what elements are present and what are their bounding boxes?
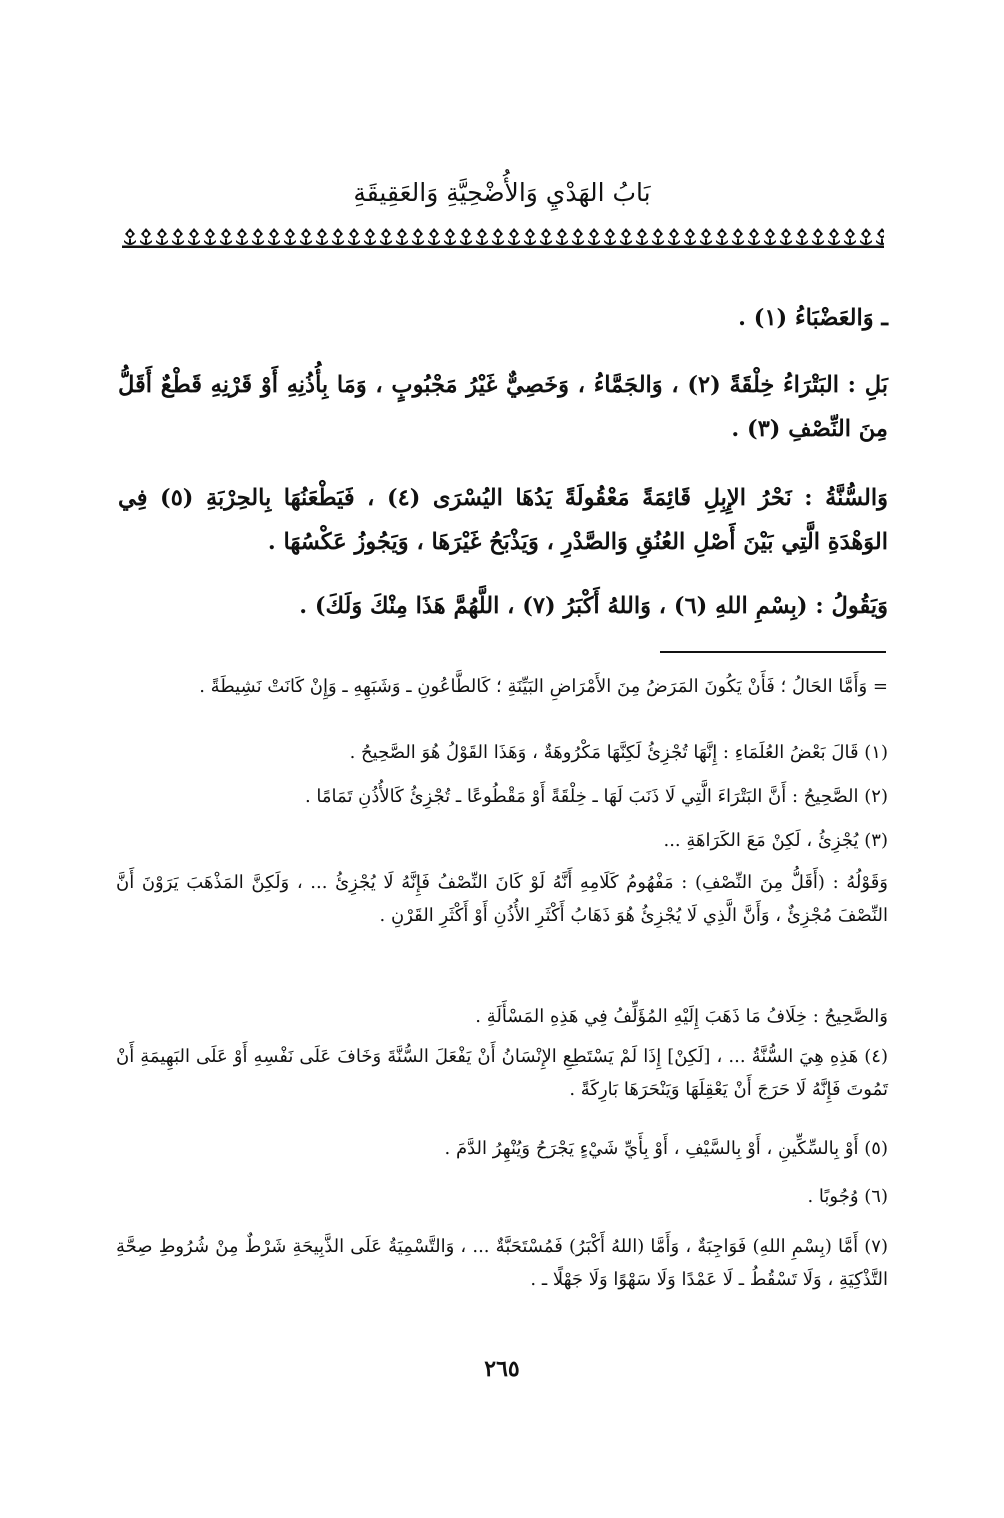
footnote [116,780,888,813]
footnote [116,1230,888,1296]
footnote-text: = وَأَمَّا الحَالُ ؛ فَأَنْ يَكُونَ المَرَضُ مِنَ الأَمْرَاضِ البَيِّنَةِ ؛ كَالطَّاعُونِ ـ وَشَبَهِهِ ـ وَإِنْ كَانَتْ نَشِيطَةً . [199,676,888,697]
footnote [116,670,888,703]
footnote [116,1132,888,1165]
footnote [116,824,888,857]
ornamental-border [122,226,884,248]
main-paragraph [118,584,888,628]
footnote [116,866,888,932]
footnote [116,736,888,769]
paragraph-text: وَالسُّنَّةُ : نَحْرُ الإِبِلِ قَائِمَةً مَعْقُولَةً يَدُهَا اليُسْرَى (٤) ، فَيَطْعَنُهَا بِالحِرْبَةِ (٥) فِي الوَهْدَةِ الَّتِي بَيْنَ أَصْلِ العُنُقِ وَالصَّدْرِ ، وَيَذْبَحُ غَيْرَهَا ، وَيَجُوزُ عَكْسُهَا . [118,485,888,555]
main-paragraph [118,476,888,564]
paragraph-text: ـ وَالعَضْبَاءُ (١) . [738,305,888,331]
page-number: ٢٦٥ [484,1356,520,1382]
main-paragraph [118,363,888,451]
paragraph-text: وَيَقُولُ : (بِسْمِ اللهِ (٦) ، وَاللهُ أَكْبَرُ (٧) ، اللَّهُمَّ هَذَا مِنْكَ وَلَكَ) . [299,593,888,619]
footnote-separator [660,651,886,653]
footnote-text: (٦) وُجُوبًا . [807,1186,888,1207]
footnote-text: (١) قَالَ بَعْضُ العُلَمَاءِ : إِنَّهَا تُجْزِئُ لَكِنَّهَا مَكْرُوهَةٌ ، وَهَذَا القَوْلُ هُوَ الصَّحِيحُ . [349,742,888,763]
footnote [116,1180,888,1213]
footnote-text: (٤) هَذِهِ هِيَ السُّنَّةُ ... ، [لَكِنْ] إِذَا لَمْ يَسْتَطِعِ الإِنْسَانُ أَنْ يَفْعَلَ السُّنَّةَ وَخَافَ عَلَى نَفْسِهِ أَوْ عَلَى البَهِيمَةِ أَنْ تَمُوتَ فَإِنَّهُ لَا حَرَجَ أَنْ يَعْقِلَهَا وَيَنْحَرَهَا بَارِكَةً . [116,1046,888,1100]
paragraph-text: بَلِ : البَتْرَاءُ خِلْقَةً (٢) ، وَالجَمَّاءُ ، وَخَصِيٌّ غَيْرُ مَجْبُوبٍ ، وَمَا بِأُذُنِهِ أَوْ قَرْنِهِ قَطْعٌ أَقَلُّ مِنَ النِّصْفِ (٣) . [118,372,889,442]
footnote-text: (٢) الصَّحِيحُ : أَنَّ البَتْرَاءَ الَّتِي لَا ذَنَبَ لَهَا ـ خِلْقَةً أَوْ مَقْطُوعًا ـ تُجْزِئُ كَالأُذُنِ تَمَامًا . [304,786,888,807]
footnote-text: وَالصَّحِيحُ : خِلَافُ مَا ذَهَبَ إِلَيْهِ المُؤَلِّفُ فِي هَذِهِ المَسْأَلَةِ . [475,1006,888,1027]
footnote-text: (٥) أَوْ بِالسِّكِّينِ ، أَوْ بِالسَّيْفِ ، أَوْ بِأَيِّ شَيْءٍ يَجْرَحُ وَيُنْهِرُ الدَّمَ . [444,1138,888,1159]
footnote-text: (٣) يُجْزِئُ ، لَكِنْ مَعَ الكَرَاهَةِ ... [663,830,888,851]
chapter-title: بَابُ الهَدْيِ وَالأُضْحِيَّةِ وَالعَقِيقَةِ [353,178,651,207]
footnote [116,1040,888,1106]
footnote-text: وَقَوْلُهُ : (أَقَلُّ مِنَ النِّصْفِ) : مَفْهُومُ كَلَامِهِ أَنَّهُ لَوْ كَانَ النِّصْفُ فَإِنَّهُ لَا يُجْزِئُ ... ، وَلَكِنَّ المَذْهَبَ يَرَوْنَ أَنَّ النِّصْفَ مُجْزِئٌ ، وَأَنَّ الَّذِي لَا يُجْزِئُ هُوَ ذَهَابُ أَكْثَرِ الأُذُنِ أَوْ أَكْثَرِ القَرْنِ . [116,872,888,926]
main-paragraph [118,296,888,340]
footnote-text: (٧) أَمَّا (بِسْمِ اللهِ) فَوَاجِبَةٌ ، وَأَمَّا (اللهُ أَكْبَرُ) فَمُسْتَحَبَّةٌ ... ، وَالتَّسْمِيَةُ عَلَى الذَّبِيحَةِ شَرْطٌ مِنْ شُرُوطِ صِحَّةِ التَّذْكِيَةِ ، وَلَا تَسْقُطُ ـ لَا عَمْدًا وَلَا سَهْوًا وَلَا جَهْلًا ـ . [116,1236,888,1290]
footnote [116,1000,888,1033]
